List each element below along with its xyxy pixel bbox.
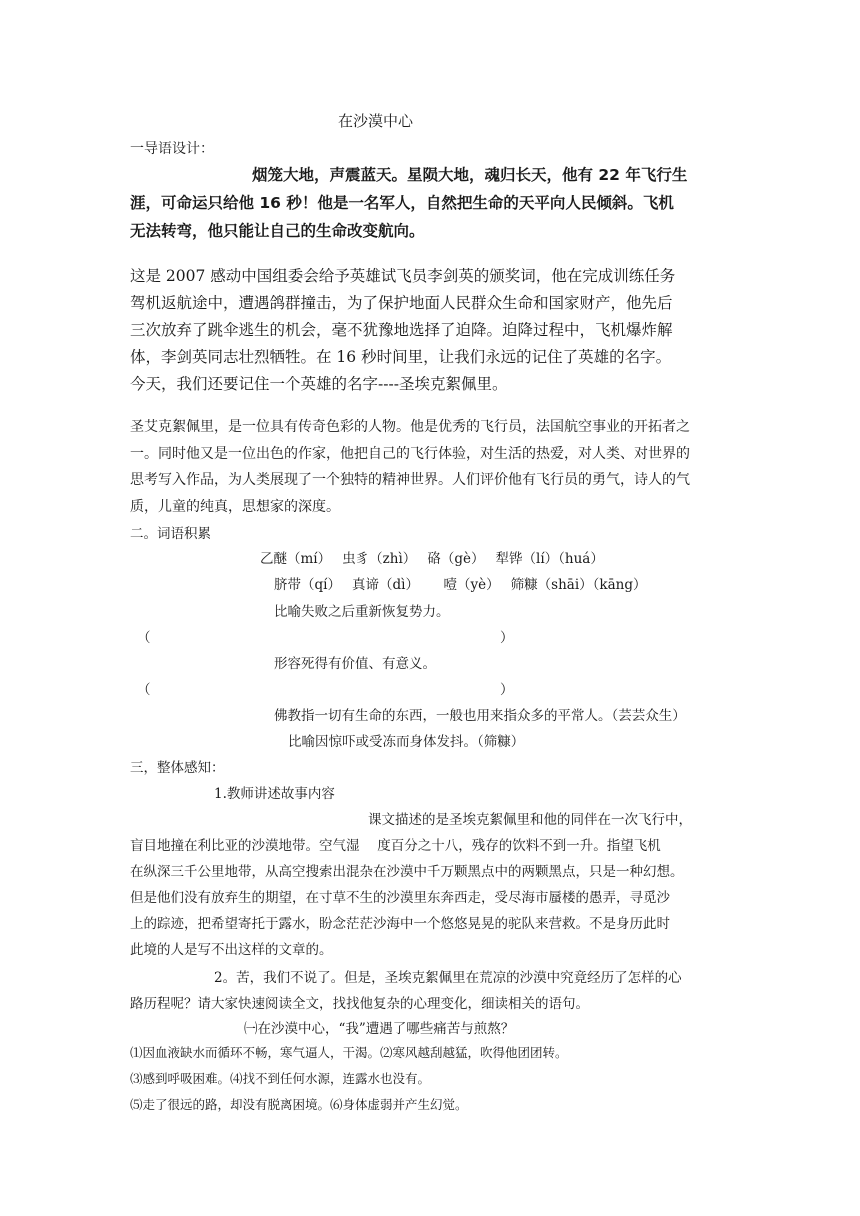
award-line-1: 烟笼大地，声震蓝天。星陨大地，魂归长天，他有 22 年飞行生 — [252, 166, 688, 184]
bio-line-2: 一。同时他又是一位出色的作家，他把自己的飞行体验，对生活的热爱，对人类、对世界的 — [130, 446, 690, 462]
answer-line-1: ⑴因血液缺水而循环不畅，寒气逼人，干渴。⑵寒风越刮越猛，吹得他团团转。 — [130, 1045, 568, 1060]
section-heading-vocab: 二。词语积累 — [130, 526, 211, 542]
intro-line-5: 今天，我们还要记住一个英雄的名字----圣埃克絮佩里。 — [130, 375, 508, 393]
section-heading-overview: 三，整体感知： — [130, 760, 225, 776]
bio-line-4: 质，儿童的纯真，思想家的深度。 — [130, 499, 340, 515]
question-1: ㈠在沙漠中心，“我”遭遇了哪些痛苦与煎熬？ — [244, 1021, 515, 1037]
item-2-line-1: 2。苦，我们不说了。但是，圣埃克絮佩里在荒凉的沙漠中究竟经历了怎样的心 — [214, 970, 682, 986]
answer-paren-close-1: ） — [500, 630, 514, 646]
intro-line-4: 体，李剑英同志壮烈牺牲。在 16 秒时间里，让我们永远的记住了英雄的名字。 — [130, 348, 672, 366]
answer-line-3: ⑸走了很远的路，却没有脱离困境。⑹身体虚弱并产生幻觉。 — [130, 1097, 468, 1112]
bio-line-3: 思考写入作品，为人类展现了一个独特的精神世界。人们评价他有飞行员的勇气，诗人的气 — [130, 472, 690, 488]
answer-line-2: ⑶感到呼吸困难。⑷找不到任何水源，连露水也没有。 — [130, 1071, 431, 1086]
definition-2: 形容死得有价值、有意义。 — [274, 656, 436, 672]
intro-line-3: 三次放弃了跳伞逃生的机会，毫不犹豫地选择了迫降。迫降过程中，飞机爆炸解 — [130, 321, 673, 339]
definition-1: 比喻失败之后重新恢复势力。 — [274, 604, 450, 620]
bio-line-1: 圣艾克絮佩里，是一位具有传奇色彩的人物。他是优秀的飞行员，法国航空事业的开拓者之 — [130, 419, 690, 435]
definition-4: 比喻因惊吓或受冻而身体发抖。（筛糠） — [288, 734, 525, 750]
story-line-2: 盲目地撞在利比亚的沙漠地带。空气湿 度百分之十八，残存的饮料不到一升。指望飞机 — [130, 838, 661, 854]
story-line-4: 但是他们没有放弃生的期望，在寸草不生的沙漠里东奔西走，受尽海市蜃楼的愚弄，寻觅沙 — [130, 890, 670, 906]
story-line-6: 此境的人是写不出这样的文章的。 — [130, 942, 333, 958]
item-2-line-2: 路历程呢？请大家快速阅读全文，找找他复杂的心理变化，细读相关的语句。 — [130, 996, 589, 1012]
answer-paren-close-2: ） — [500, 682, 514, 698]
story-line-5: 上的踪迹，把希望寄托于露水，盼念茫茫沙海中一个悠悠晃晃的驼队来营救。不是身历此时 — [130, 916, 670, 932]
story-line-1: 课文描述的是圣埃克絮佩里和他的同伴在一次飞行中， — [368, 812, 692, 828]
intro-line-2: 驾机返航途中，遭遇鸽群撞击，为了保护地面人民群众生命和国家财产，他先后 — [130, 294, 673, 312]
vocab-line-2: 脐带（qí） 真谛（dì） 噎（yè） 筛糠（shāi）（kāng） — [274, 577, 647, 593]
answer-paren-open-2: （ — [137, 682, 151, 698]
intro-line-1: 这是 2007 感动中国组委会给予英雄试飞员李剑英的颁奖词，他在完成训练任务 — [130, 267, 676, 285]
definition-3: 佛教指一切有生命的东西，一般也用来指众多的平常人。（芸芸众生） — [274, 708, 686, 724]
award-line-2: 涯，可命运只给他 16 秒！他是一名军人，自然把生命的天平向人民倾斜。飞机 — [130, 194, 674, 212]
answer-paren-open-1: （ — [137, 630, 151, 646]
section-heading-intro: 一导语设计： — [130, 141, 214, 157]
story-line-3: 在纵深三千公里地带，从高空搜索出混杂在沙漠中千万颗黑点中的两颗黑点，只是一种幻想。 — [130, 864, 684, 880]
item-1-label: 1.教师讲述故事内容 — [214, 786, 335, 802]
vocab-line-1: 乙醚（mí） 虫豸（zhì） 硌（gè） 犁铧（lí）（huá） — [260, 551, 604, 567]
document-title: 在沙漠中心 — [338, 112, 414, 130]
award-line-3: 无法转弯，他只能让自己的生命改变航向。 — [130, 222, 425, 240]
